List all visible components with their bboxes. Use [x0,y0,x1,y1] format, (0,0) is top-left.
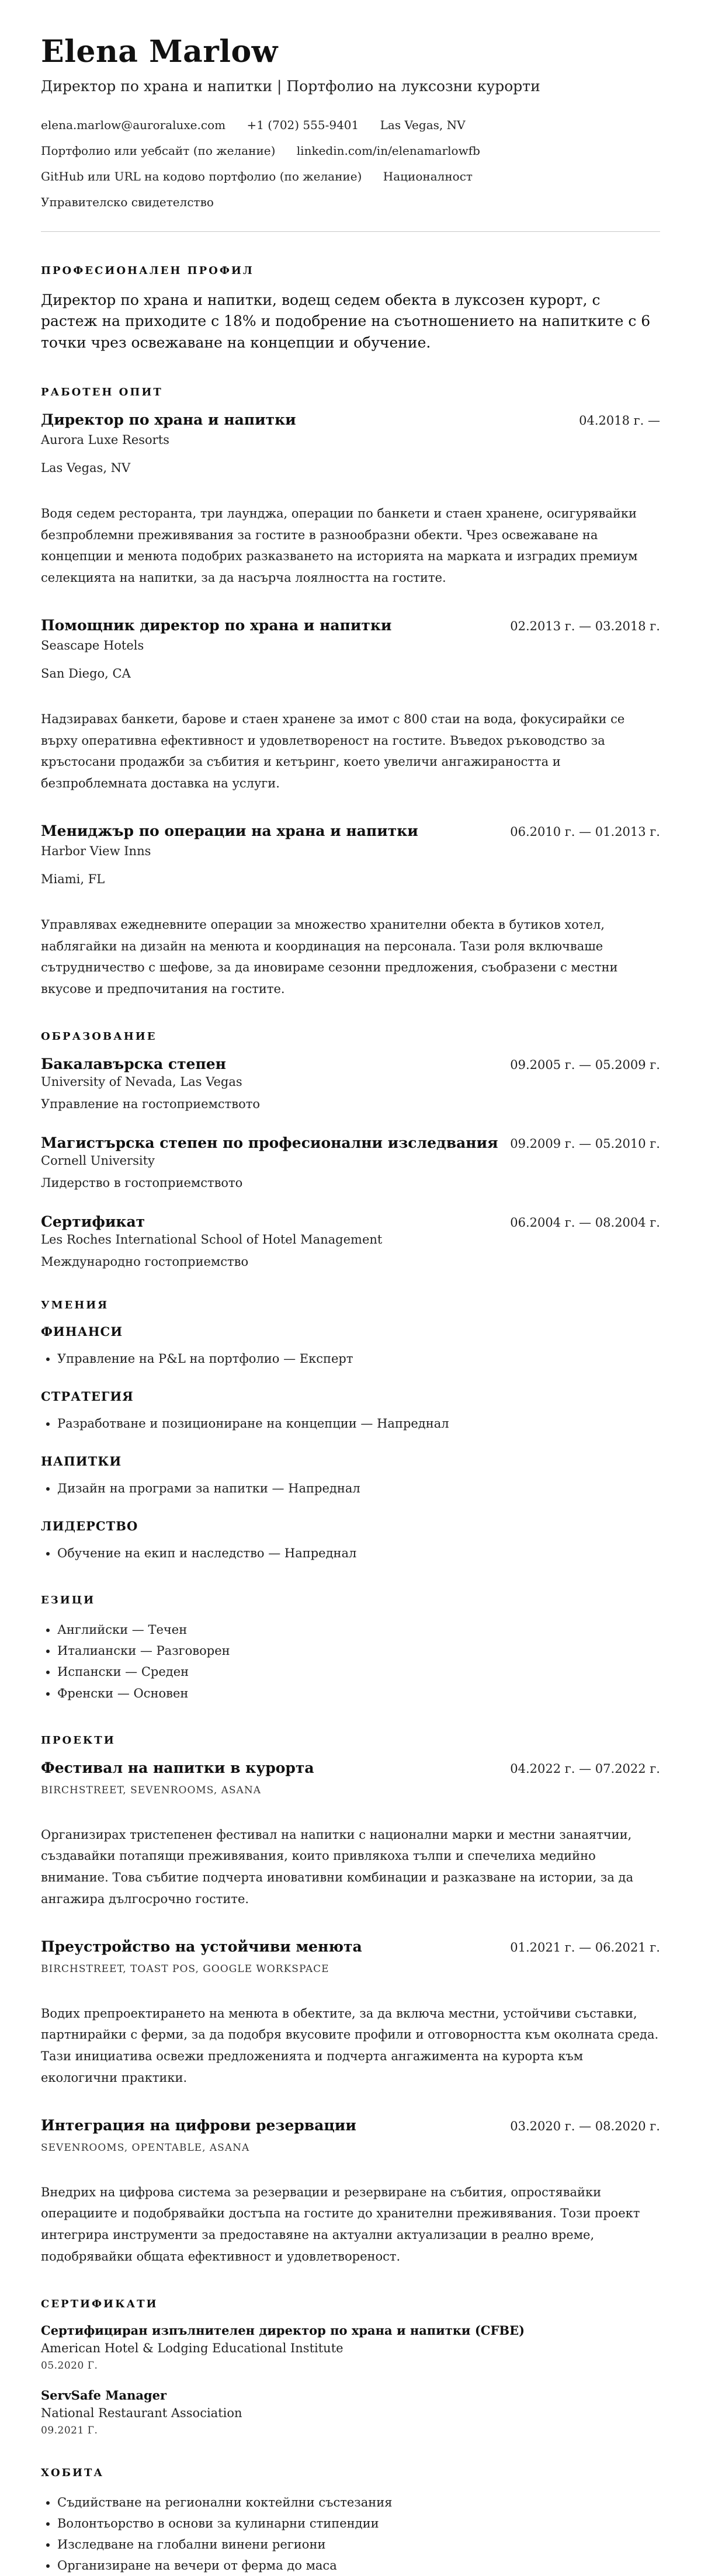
project-name: Преустройство на устойчиви менюта [41,1938,362,1955]
project-dates: 01.2021 г. — 06.2021 г. [510,1940,660,1954]
hobbies-section [41,2467,660,2576]
job-dates: 06.2010 г. — 01.2013 г. [510,824,660,839]
job-dates: 04.2018 г. — [579,413,660,428]
hobby-item: • Организиране на вечери от ферма до маса [57,2555,660,2576]
skill-category: ФИНАНСИ [41,1324,123,1339]
experience-entry [41,822,660,1000]
experience-entry [41,617,660,794]
linkedin-link[interactable]: linkedin.com/in/elenamarlowfb [296,144,480,158]
email-link[interactable]: elena.marlow@auroraluxe.com [41,118,226,132]
hobby-list [41,2492,660,2576]
project-entry [41,1938,660,2089]
field-of-study: Лидерство в гостоприемството [41,1175,243,1190]
skill-list [41,1478,660,1499]
skill-category: СТРАТЕГИЯ [41,1388,134,1404]
headline: Директор по храна и напитки | Портфолио на луксозни курорти [41,78,540,95]
education-entry [41,1134,660,1190]
skill-list [41,1348,660,1369]
candidate-name: Elena Marlow [41,34,278,70]
school-name: University of Nevada, Las Vegas [41,1074,242,1089]
section-title: УМЕНИЯ [41,1299,109,1311]
skill-list [41,1543,660,1564]
degree: Бакалавърска степен [41,1055,226,1072]
company-name: Harbor View Inns [41,843,151,858]
contact-row [41,118,660,132]
school-name: Les Roches International School of Hotel Management [41,1232,383,1247]
certificates-section [41,2298,660,2436]
project-tech: BIRCHSTREET, TOAST POS, GOOGLE WORKSPACE [41,1963,329,1975]
skill-item: • Разработване и позициониране на концепции — Напреднал [57,1413,660,1434]
language-item: • Испански — Среден [57,1661,660,1682]
location: Las Vegas, NV [380,118,466,132]
skill-category: НАПИТКИ [41,1453,122,1468]
experience-entry [41,411,660,589]
project-description: Водих препроектирането на менюта в обектите, за да включа местни, устойчиви съставки, партнирайки с ферми, за да подобря вкусовите профили и отговорността към околната среда. Тази инициатива освежи предложенията и подчерта ангажимента на курорта към екологични практики. [41,2006,659,2085]
contact-row [41,169,660,183]
language-item: • Английски — Течен [57,1619,660,1640]
certificate-date: 09.2021 Г. [41,2424,98,2436]
job-description: Управлявах ежедневните операции за множество хранителни обекта в бутиков хотел, наблягайки на дизайн на менюта и координация на персонала. Тази роля включваше сътрудничество с шефове, за да иновираме сезонни предложения, съобразени с местни вкусове и предпочитания на гостите. [41,917,618,996]
section-title: ОБРАЗОВАНИЕ [41,1030,157,1043]
certificate-issuer: American Hotel & Lodging Educational Institute [41,2341,343,2355]
language-item: • Френски — Основен [57,1683,660,1704]
project-tech: SEVENROOMS, OPENTABLE, ASANA [41,2141,250,2154]
project-dates: 03.2020 г. — 08.2020 г. [510,2119,660,2133]
degree: Сертификат [41,1213,145,1230]
section-title: ПРОФЕСИОНАЛЕН ПРОФИЛ [41,265,254,277]
degree: Магистърска степен по професионални изследвания [41,1134,498,1151]
education-dates: 06.2004 г. — 08.2004 г. [510,1215,660,1230]
nationality: Националност [383,169,473,183]
skills-section [41,1299,660,1564]
section-title: ПРОЕКТИ [41,1734,116,1747]
summary-section [41,265,660,353]
education-entry [41,1213,660,1269]
experience-section [41,386,660,1000]
project-entry [41,2117,660,2268]
section-title: ХОБИТА [41,2466,105,2479]
skill-list [41,1413,660,1434]
license: Управителско свидетелство [41,195,214,209]
job-description: Надзиравах банкети, барове и стаен хранене за имот с 800 стаи на вода, фокусирайки се върху оперативна ефективност и удовлетвореност на гостите. Въведох ръководство за кръстосани продажби за събития и кетъринг, което увеличи ангажираността и безпроблемната доставка на услуги. [41,711,625,790]
field-of-study: Управление на гостоприемството [41,1096,260,1111]
field-of-study: Международно гостоприемство [41,1254,249,1269]
section-title: ЕЗИЦИ [41,1594,96,1607]
job-title: Директор по храна и напитки [41,411,296,428]
certificate-date: 05.2020 Г. [41,2359,98,2372]
summary-text: Директор по храна и напитки, водещ седем обекта в луксозен курорт, с растеж на приходите с 18% и подобрение на съотношението на напитките с 6 точки чрез освежаване на концепции и обучение. [41,291,651,351]
language-item: • Италиански — Разговорен [57,1640,660,1661]
certificate-name: Сертифициран изпълнителен директор по храна и напитки (CFBE) [41,2322,525,2338]
job-location: Miami, FL [41,872,105,886]
skill-item: • Дизайн на програми за напитки — Напреднал [57,1478,660,1499]
job-location: San Diego, CA [41,666,131,681]
skill-item: • Управление на P&L на портфолио — Експерт [57,1348,660,1369]
resume-header [41,34,660,209]
hobby-item: • Волонтьорство в основи за кулинарни стипендии [57,2513,660,2534]
job-title: Мениджър по операции на храна и напитки [41,822,418,839]
education-dates: 09.2009 г. — 05.2010 г. [510,1136,660,1151]
project-entry [41,1759,660,1910]
education-dates: 09.2005 г. — 05.2009 г. [510,1057,660,1072]
job-location: Las Vegas, NV [41,460,131,475]
contact-row [41,195,660,209]
project-dates: 04.2022 г. — 07.2022 г. [510,1761,660,1776]
project-name: Фестивал на напитки в курорта [41,1759,314,1776]
project-description: Внедрих на цифрова система за резервации и резервиране на събития, опростявайки операциите и подобрявайки достъпа на гостите до хранителни преживявания. Този проект интегрира инструменти за предоставяне на актуални актуализации в реално време, подобрявайки общата ефективност и удовлетвореност. [41,2185,640,2263]
language-list [41,1619,660,1703]
skill-item: • Обучение на екип и наследство — Напреднал [57,1543,660,1564]
certificate-entry [41,2323,660,2372]
project-tech: BIRCHSTREET, SEVENROOMS, ASANA [41,1784,261,1796]
job-title: Помощник директор по храна и напитки [41,616,392,634]
certificate-name: ServSafe Manager [41,2387,167,2403]
project-name: Интеграция на цифрови резервации [41,2116,356,2134]
projects-section [41,1734,660,2268]
hobby-item: • Изследване на глобални винени региони [57,2534,660,2555]
section-title: СЕРТИФИКАТИ [41,2297,158,2310]
skill-category: ЛИДЕРСТВО [41,1519,138,1534]
education-entry [41,1056,660,1111]
header-divider [41,231,660,232]
languages-section [41,1594,660,1703]
contact-row [41,144,660,158]
school-name: Cornell University [41,1153,155,1168]
company-name: Seascape Hotels [41,638,144,652]
github-link[interactable]: GitHub или URL на кодово портфолио (по желание) [41,169,362,183]
job-dates: 02.2013 г. — 03.2018 г. [510,619,660,633]
certificate-entry [41,2388,660,2436]
company-name: Aurora Luxe Resorts [41,432,169,447]
phone-number[interactable]: +1 (702) 555-9401 [247,118,359,132]
hobby-item: • Съдийстване на регионални коктейлни състезания [57,2492,660,2513]
project-description: Организирах тристепенен фестивал на напитки с национални марки и местни занаятчии, създавайки потапящи преживявания, които привлякоха тълпи и спечелиха медийно внимание. Това събитие подчерта иновативни комбинации и разказване на истории, за да ангажира дългосрочно гостите. [41,1827,633,1906]
education-section [41,1030,660,1269]
section-title: РАБОТЕН ОПИТ [41,386,163,398]
portfolio-link[interactable]: Портфолио или уебсайт (по желание) [41,144,276,158]
certificate-issuer: National Restaurant Association [41,2405,242,2420]
job-description: Водя седем ресторанта, три лаунджа, операции по банкети и стаен хранене, осигурявайки безпроблемни преживявания за гостите в разнообразни обекти. Чрез освежаване на концепции и менюта подобрих разказването на историята на марката и изградих премиум селекцията на напитки, за да насърча лоялността на гостите. [41,506,638,585]
